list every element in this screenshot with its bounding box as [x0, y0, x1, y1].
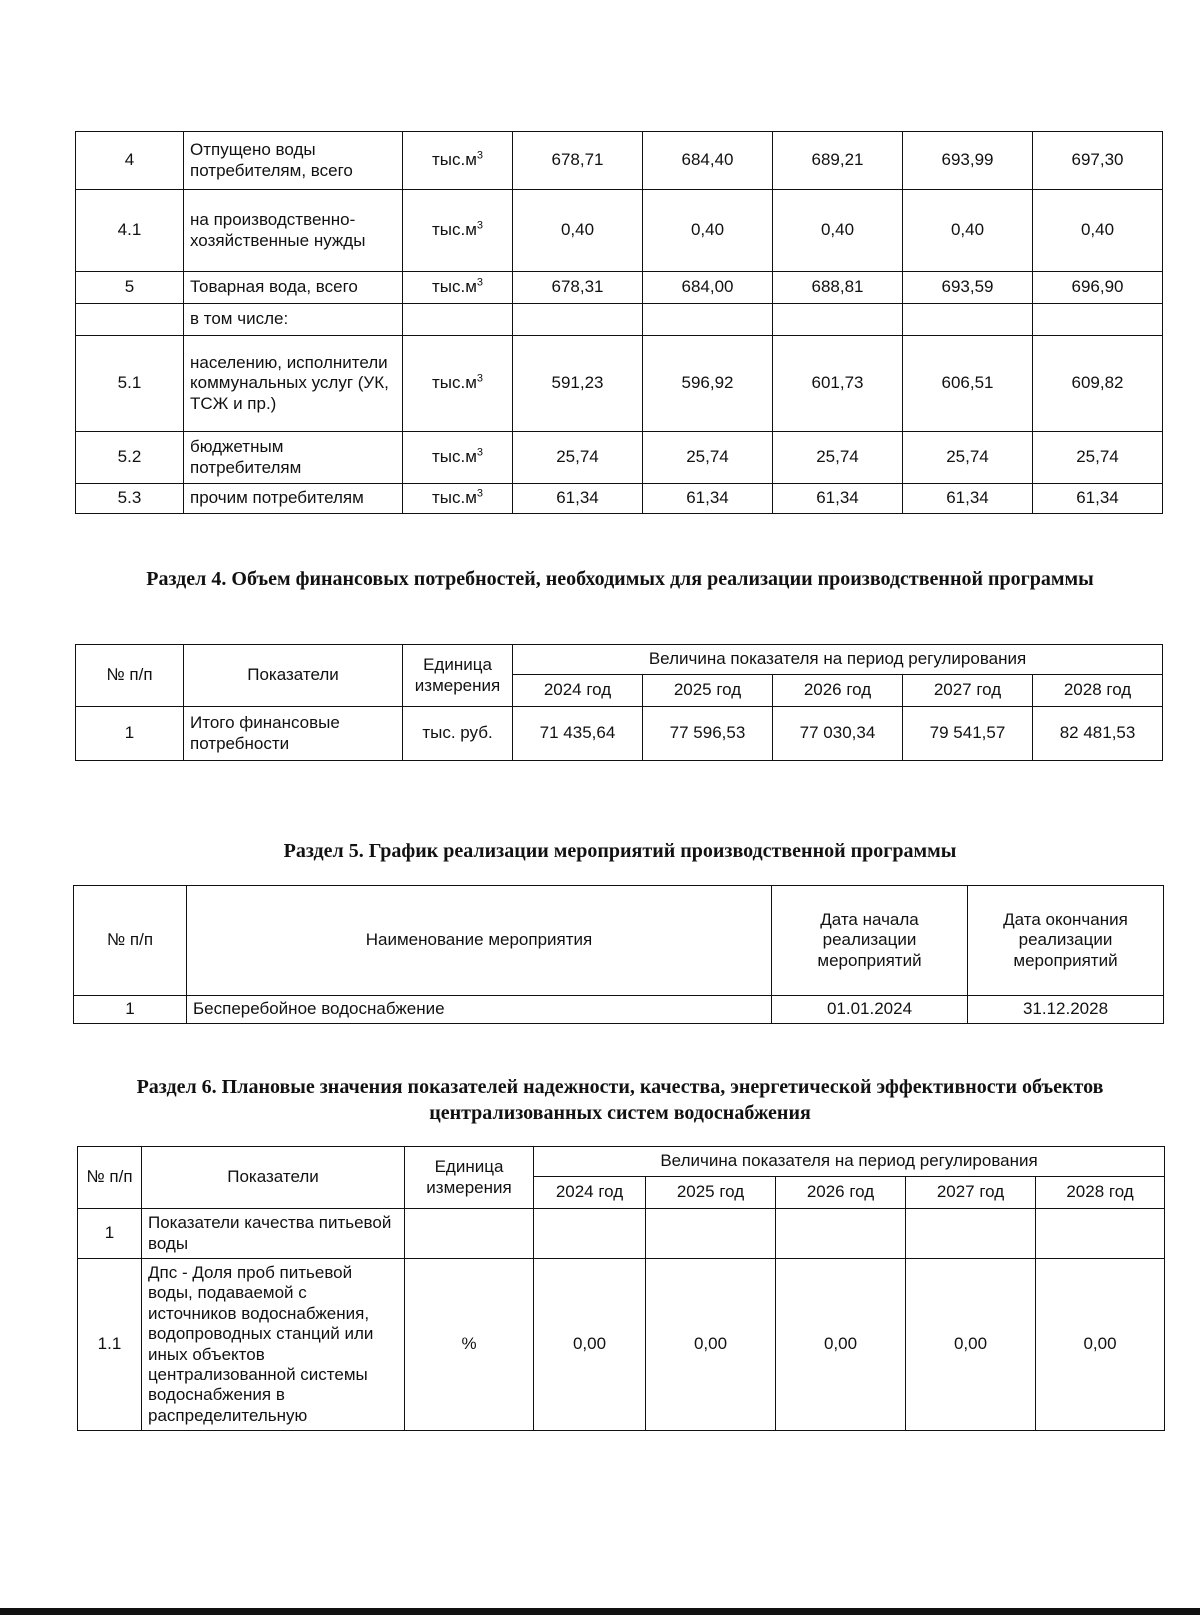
value-cell: 0,00 [906, 1259, 1036, 1431]
row-num: 4 [76, 132, 184, 190]
row-unit [403, 432, 513, 484]
financial-needs-table [75, 644, 1163, 761]
value-cell [773, 304, 903, 336]
header-indicators: Показатели [142, 1147, 405, 1209]
table-row [76, 132, 1163, 190]
row-num: 5.3 [76, 484, 184, 514]
header-start-date: Дата начала реализации мероприятий [772, 886, 968, 996]
value-cell [513, 304, 643, 336]
value-cell: 684,00 [643, 272, 773, 304]
value-cell: 684,40 [643, 132, 773, 190]
row-unit [403, 272, 513, 304]
value-cell: 0,00 [646, 1259, 776, 1431]
row-indicator: бюджетным потребителям [184, 432, 403, 484]
year-header: 2027 год [903, 675, 1033, 707]
value-cell: 601,73 [773, 336, 903, 432]
row-unit [403, 190, 513, 272]
unit-text: тыс.м [431, 277, 477, 297]
water-volume-table [75, 131, 1163, 514]
table-row [78, 1259, 1165, 1431]
year-header: 2027 год [906, 1177, 1036, 1209]
value-cell: 596,92 [643, 336, 773, 432]
row-unit [403, 484, 513, 514]
section4-title: Раздел 4. Объем финансовых потребностей, необходимых для реализации производственной программы [146, 568, 1094, 590]
unit-superscript: 3 [476, 219, 484, 232]
row-indicator: Итого финансовые потребности [184, 707, 403, 761]
row-unit [403, 304, 513, 336]
row-unit [403, 132, 513, 190]
row-indicator: в том числе: [184, 304, 403, 336]
value-cell: 0,40 [903, 190, 1033, 272]
unit-superscript: 3 [476, 276, 484, 289]
value-cell: 0,40 [773, 190, 903, 272]
row-indicator: населению, исполнители коммунальных услуг (УК, ТСЖ и пр.) [184, 336, 403, 432]
table-row [76, 336, 1163, 432]
value-cell: 0,00 [776, 1259, 906, 1431]
value-cell: 79 541,57 [903, 707, 1033, 761]
header-num: № п/п [76, 645, 184, 707]
value-cell [534, 1209, 646, 1259]
section6-title: Раздел 6. Плановые значения показателей надежности, качества, энергетической эффективности объектов централизованных систем водоснабжения [136, 1076, 1104, 1124]
value-cell: 77 030,34 [773, 707, 903, 761]
year-header: 2024 год [534, 1177, 646, 1209]
unit-text: тыс.м [431, 150, 477, 170]
value-cell: 25,74 [773, 432, 903, 484]
value-cell: 678,71 [513, 132, 643, 190]
value-cell: 591,23 [513, 336, 643, 432]
value-cell: 0,00 [534, 1259, 646, 1431]
value-cell [906, 1209, 1036, 1259]
header-end-date: Дата окончания реализации мероприятий [968, 886, 1164, 996]
year-header: 2025 год [643, 675, 773, 707]
row-indicator: Показатели качества питьевой воды [142, 1209, 405, 1259]
quality-indicators-table [77, 1146, 1165, 1431]
schedule-table [73, 885, 1164, 1024]
value-cell: 61,34 [1033, 484, 1163, 514]
row-num: 5 [76, 272, 184, 304]
row-unit: % [405, 1259, 534, 1431]
row-activity-name: Бесперебойное водоснабжение [187, 996, 772, 1024]
table-row [78, 1209, 1165, 1259]
value-cell: 25,74 [903, 432, 1033, 484]
header-period: Величина показателя на период регулирования [534, 1147, 1165, 1177]
header-unit: Единица измерения [405, 1147, 534, 1209]
table-row [76, 190, 1163, 272]
table-row [76, 304, 1163, 336]
row-end-date: 31.12.2028 [968, 996, 1164, 1024]
value-cell: 61,34 [903, 484, 1033, 514]
header-period: Величина показателя на период регулирования [513, 645, 1163, 675]
row-num: 4.1 [76, 190, 184, 272]
header-unit: Единица измерения [403, 645, 513, 707]
value-cell: 0,40 [643, 190, 773, 272]
section5-title: Раздел 5. График реализации мероприятий производственной программы [283, 840, 957, 862]
row-start-date: 01.01.2024 [772, 996, 968, 1024]
value-cell: 693,99 [903, 132, 1033, 190]
scan-edge-bar [0, 1608, 1200, 1615]
value-cell: 688,81 [773, 272, 903, 304]
header-num: № п/п [78, 1147, 142, 1209]
row-indicator: Отпущено воды потребителям, всего [184, 132, 403, 190]
value-cell: 0,40 [513, 190, 643, 272]
year-header: 2028 год [1036, 1177, 1165, 1209]
row-num: 1 [74, 996, 187, 1024]
table-row [76, 484, 1163, 514]
year-header: 2025 год [646, 1177, 776, 1209]
value-cell: 609,82 [1033, 336, 1163, 432]
row-num [76, 304, 184, 336]
value-cell: 693,59 [903, 272, 1033, 304]
value-cell: 697,30 [1033, 132, 1163, 190]
year-header: 2026 год [773, 675, 903, 707]
row-unit: тыс. руб. [403, 707, 513, 761]
unit-superscript: 3 [476, 446, 484, 459]
year-header: 2028 год [1033, 675, 1163, 707]
value-cell [1033, 304, 1163, 336]
row-indicator: прочим потребителям [184, 484, 403, 514]
value-cell [776, 1209, 906, 1259]
unit-superscript: 3 [476, 372, 484, 385]
value-cell: 25,74 [643, 432, 773, 484]
row-unit [405, 1209, 534, 1259]
unit-text: тыс.м [431, 488, 477, 508]
unit-text: тыс.м [431, 447, 477, 467]
value-cell: 0,40 [1033, 190, 1163, 272]
row-indicator: Товарная вода, всего [184, 272, 403, 304]
header-activity-name: Наименование мероприятия [187, 886, 772, 996]
value-cell: 61,34 [773, 484, 903, 514]
year-header: 2026 год [776, 1177, 906, 1209]
header-num: № п/п [74, 886, 187, 996]
value-cell: 689,21 [773, 132, 903, 190]
row-indicator: Дпс - Доля проб питьевой воды, подаваемой с источников водоснабжения, водопроводных станций или иных объектов централизованной системы водоснабжения в распределительную [142, 1259, 405, 1431]
unit-superscript: 3 [476, 149, 484, 162]
year-header: 2024 год [513, 675, 643, 707]
row-num: 5.2 [76, 432, 184, 484]
row-num: 1.1 [78, 1259, 142, 1431]
value-cell: 606,51 [903, 336, 1033, 432]
value-cell: 25,74 [513, 432, 643, 484]
value-cell: 71 435,64 [513, 707, 643, 761]
value-cell: 77 596,53 [643, 707, 773, 761]
value-cell: 82 481,53 [1033, 707, 1163, 761]
table-row [76, 432, 1163, 484]
row-num: 1 [78, 1209, 142, 1259]
value-cell: 61,34 [643, 484, 773, 514]
value-cell: 678,31 [513, 272, 643, 304]
unit-text: тыс.м [431, 220, 477, 240]
row-indicator: на производственно-хозяйственные нужды [184, 190, 403, 272]
row-num: 5.1 [76, 336, 184, 432]
value-cell [1036, 1209, 1165, 1259]
value-cell [643, 304, 773, 336]
value-cell: 696,90 [1033, 272, 1163, 304]
value-cell: 25,74 [1033, 432, 1163, 484]
row-num: 1 [76, 707, 184, 761]
value-cell: 61,34 [513, 484, 643, 514]
unit-text: тыс.м [431, 373, 477, 393]
table-row [76, 272, 1163, 304]
row-unit [403, 336, 513, 432]
unit-superscript: 3 [476, 487, 484, 500]
value-cell [903, 304, 1033, 336]
value-cell: 0,00 [1036, 1259, 1165, 1431]
header-indicators: Показатели [184, 645, 403, 707]
value-cell [646, 1209, 776, 1259]
